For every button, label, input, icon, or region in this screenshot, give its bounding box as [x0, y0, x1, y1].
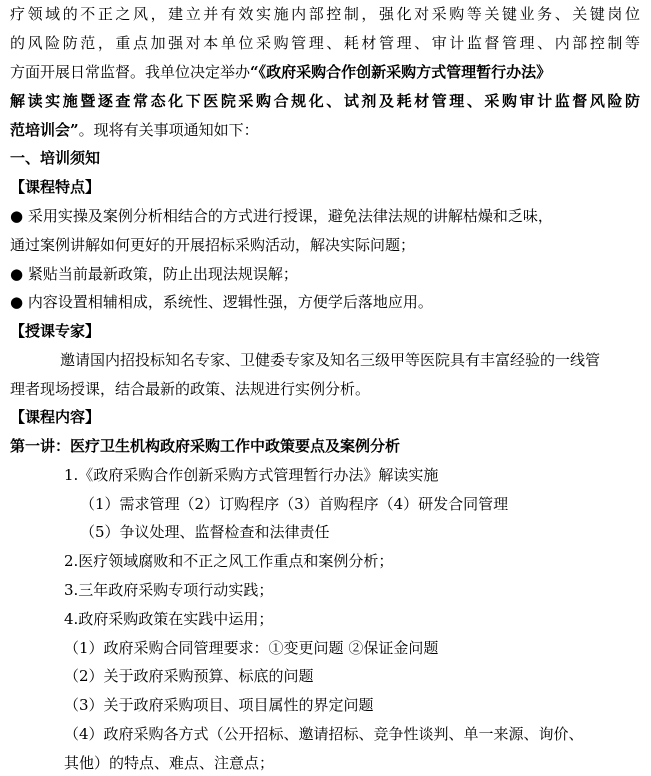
content-item-1-sub-1: （1）需求管理（2）订购程序（3）首购程序（4）研发合同管理	[80, 495, 509, 513]
feature-item-2	[10, 263, 298, 285]
feature-item-1-text: 采用实操及案例分析相结合的方式进行授课，避免法律法规的讲解枯燥和乏味，	[27, 207, 553, 225]
content-item-1-sub-2: （5）争议处理、监督检查和法律责任	[80, 523, 330, 541]
feature-item-2-text: 紧贴当前最新政策，防止出现法规误解；	[27, 265, 298, 283]
training-title-part-3: 范培训会”	[10, 121, 79, 139]
bullet-icon: ●	[10, 293, 24, 311]
content-item-4-sub-3: （3）关于政府采购项目、项目属性的界定问题	[64, 696, 374, 714]
experts-heading: 【授课专家】	[10, 322, 101, 340]
intro-line-3-text: 方面开展日常监督。我单位决定举办	[10, 63, 251, 81]
section-heading-training-notes: 一、培训须知	[10, 149, 101, 167]
content-item-4-sub-1: （1）政府采购合同管理要求：①变更问题 ②保证金问题	[64, 639, 439, 657]
content-item-4-sub-4: （4）政府采购各方式（公开招标、邀请招标、竞争性谈判、单一来源、询价、	[64, 725, 584, 743]
intro-line-5	[10, 119, 259, 141]
course-content-heading: 【课程内容】	[10, 408, 101, 426]
content-item-4-sub-2: （2）关于政府采购预算、标底的问题	[64, 667, 314, 685]
bullet-icon: ●	[10, 265, 24, 283]
content-item-4-sub-4-cont: 其他）的特点、难点、注意点；	[64, 754, 275, 772]
experts-line-1: 邀请国内招投标知名专家、卫健委专家及知名三级甲等医院具有丰富经验的一线管	[60, 351, 601, 369]
feature-item-1-cont: 通过案例讲解如何更好的开展招标采购活动，解决实际问题；	[10, 236, 416, 254]
intro-line-3	[10, 61, 551, 83]
content-item-4: 4.政府采购政策在实践中运用；	[64, 610, 274, 628]
content-item-1: 1.《政府采购合作创新采购方式管理暂行办法》解读实施	[64, 466, 439, 484]
training-title-part-1: “《政府采购合作创新采购方式管理暂行办法》	[250, 63, 552, 81]
experts-line-2: 理者现场授课，结合最新的政策、法规进行实例分析。	[10, 380, 371, 398]
lecture-1-title: 第一讲：医疗卫生机构政府采购工作中政策要点及案例分析	[10, 437, 401, 455]
intro-line-2: 的风险防范，重点加强对本单位采购管理、耗材管理、审计监督管理、内部控制等	[10, 34, 640, 52]
bullet-icon: ●	[10, 207, 24, 225]
feature-item-1	[10, 205, 553, 227]
content-item-3: 3.三年政府采购专项行动实践；	[64, 581, 274, 599]
training-title-part-2: 解读实施暨逐查常态化下医院采购合规化、试剂及耗材管理、采购审计监督风险防	[10, 92, 640, 110]
intro-line-5-text: 。现将有关事项通知如下：	[78, 121, 259, 139]
feature-item-3	[10, 291, 433, 313]
feature-item-3-text: 内容设置相辅相成，系统性、逻辑性强，方便学后落地应用。	[27, 293, 433, 311]
content-item-2: 2.医疗领域腐败和不正之风工作重点和案例分析；	[64, 552, 394, 570]
intro-line-1: 疗领域的不正之风，建立并有效实施内部控制，强化对采购等关键业务、关键岗位	[10, 5, 640, 23]
course-features-heading: 【课程特点】	[10, 178, 101, 196]
